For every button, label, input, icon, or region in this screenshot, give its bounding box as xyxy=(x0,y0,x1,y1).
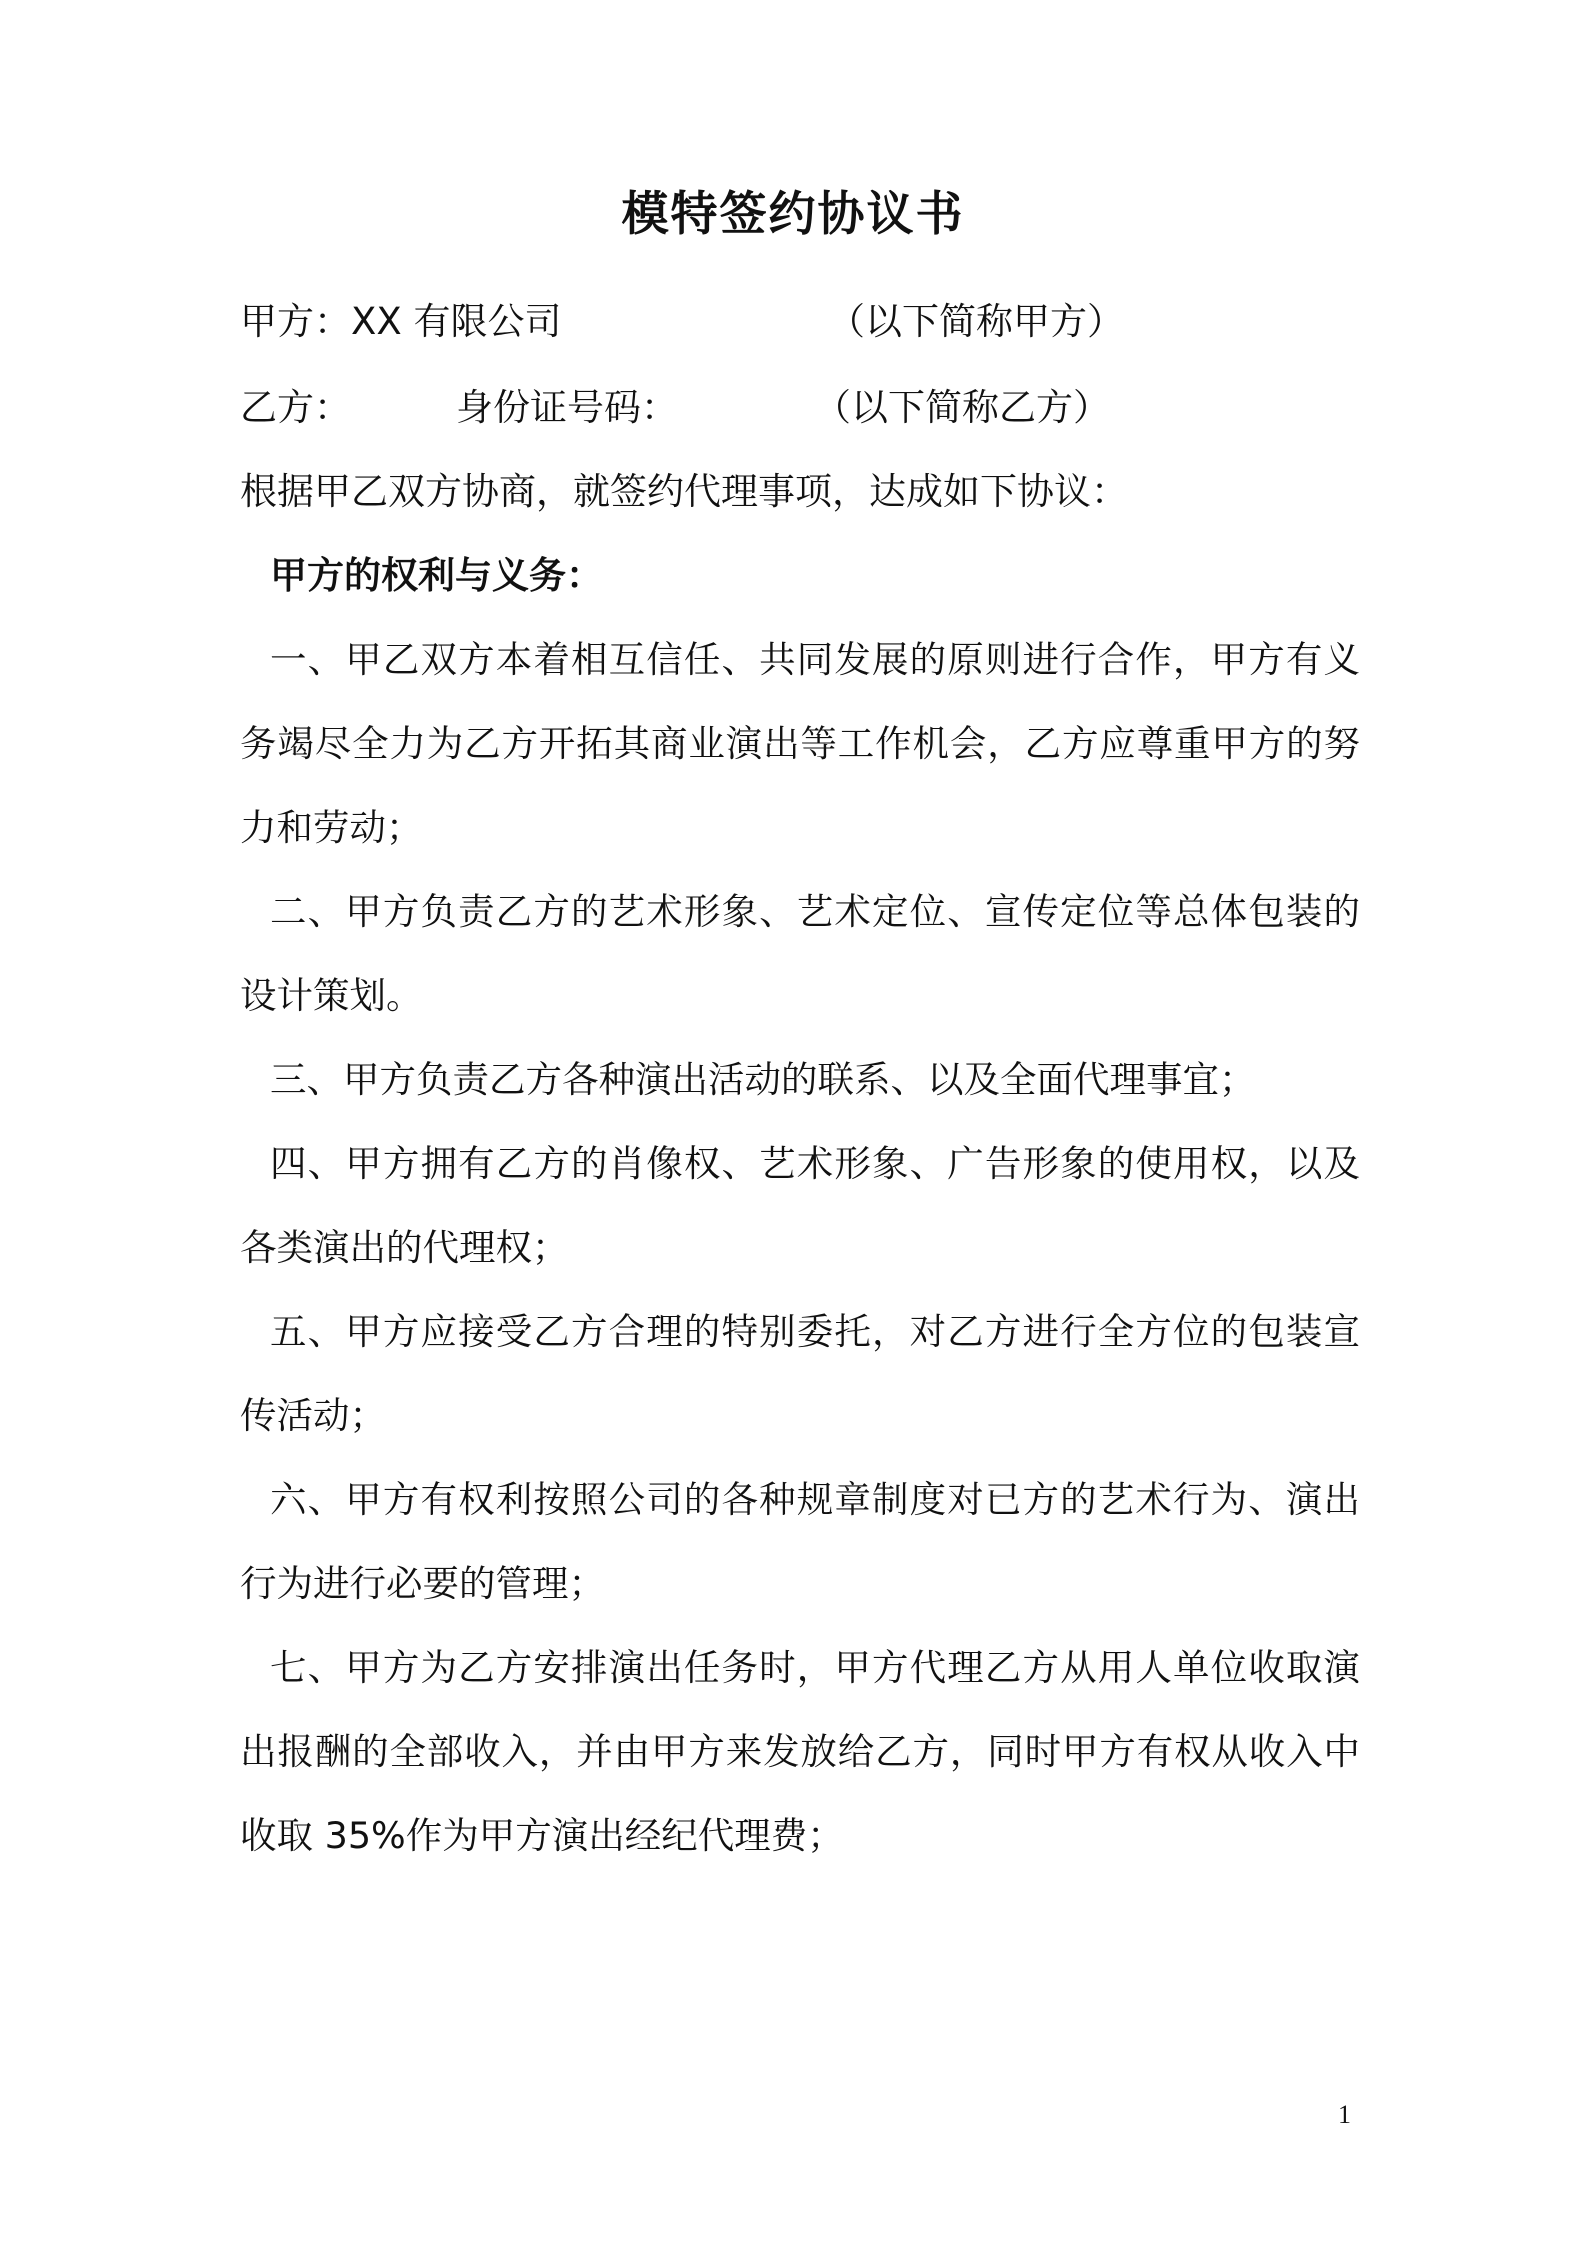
party-a-abbrev: （以下简称甲方） xyxy=(828,300,1124,343)
intro-text: 根据甲乙双方协商，就签约代理事项，达成如下协议： xyxy=(240,470,1128,513)
clause-2: 二、甲方负责乙方的艺术形象、艺术定位、宣传定位等总体包装的设计策划。 xyxy=(240,890,1360,1017)
clause-1: 一、甲乙双方本着相互信任、共同发展的原则进行合作，甲方有义务竭尽全力为乙方开拓其商业演出等工作机会，乙方应尊重甲方的努力和劳动； xyxy=(240,638,1360,849)
clause-5: 五、甲方应接受乙方合理的特别委托，对乙方进行全方位的包装宣传活动； xyxy=(240,1310,1360,1437)
party-b-id-label: 身份证号码： xyxy=(456,386,678,429)
party-b-label: 乙方： xyxy=(240,386,351,429)
document-title: 模特签约协议书 xyxy=(621,187,965,242)
party-a-label: 甲方：XX 有限公司 xyxy=(240,300,562,343)
clause-4: 四、甲方拥有乙方的肖像权、艺术形象、广告形象的使用权，以及各类演出的代理权； xyxy=(240,1142,1360,1269)
page-number: 1 xyxy=(1338,2100,1351,2129)
clause-6: 六、甲方有权利按照公司的各种规章制度对已方的艺术行为、演出行为进行必要的管理； xyxy=(240,1478,1360,1605)
party-b-abbrev: （以下简称乙方） xyxy=(814,386,1110,429)
section-heading: 甲方的权利与义务： xyxy=(270,554,603,597)
clause-7: 七、甲方为乙方安排演出任务时，甲方代理乙方从用人单位收取演出报酬的全部收入，并由甲方来发放给乙方，同时甲方有权从收入中收取 35%作为甲方演出经纪代理费； xyxy=(240,1646,1360,1857)
clause-3: 三、甲方负责乙方各种演出活动的联系、以及全面代理事宜； xyxy=(270,1058,1256,1101)
